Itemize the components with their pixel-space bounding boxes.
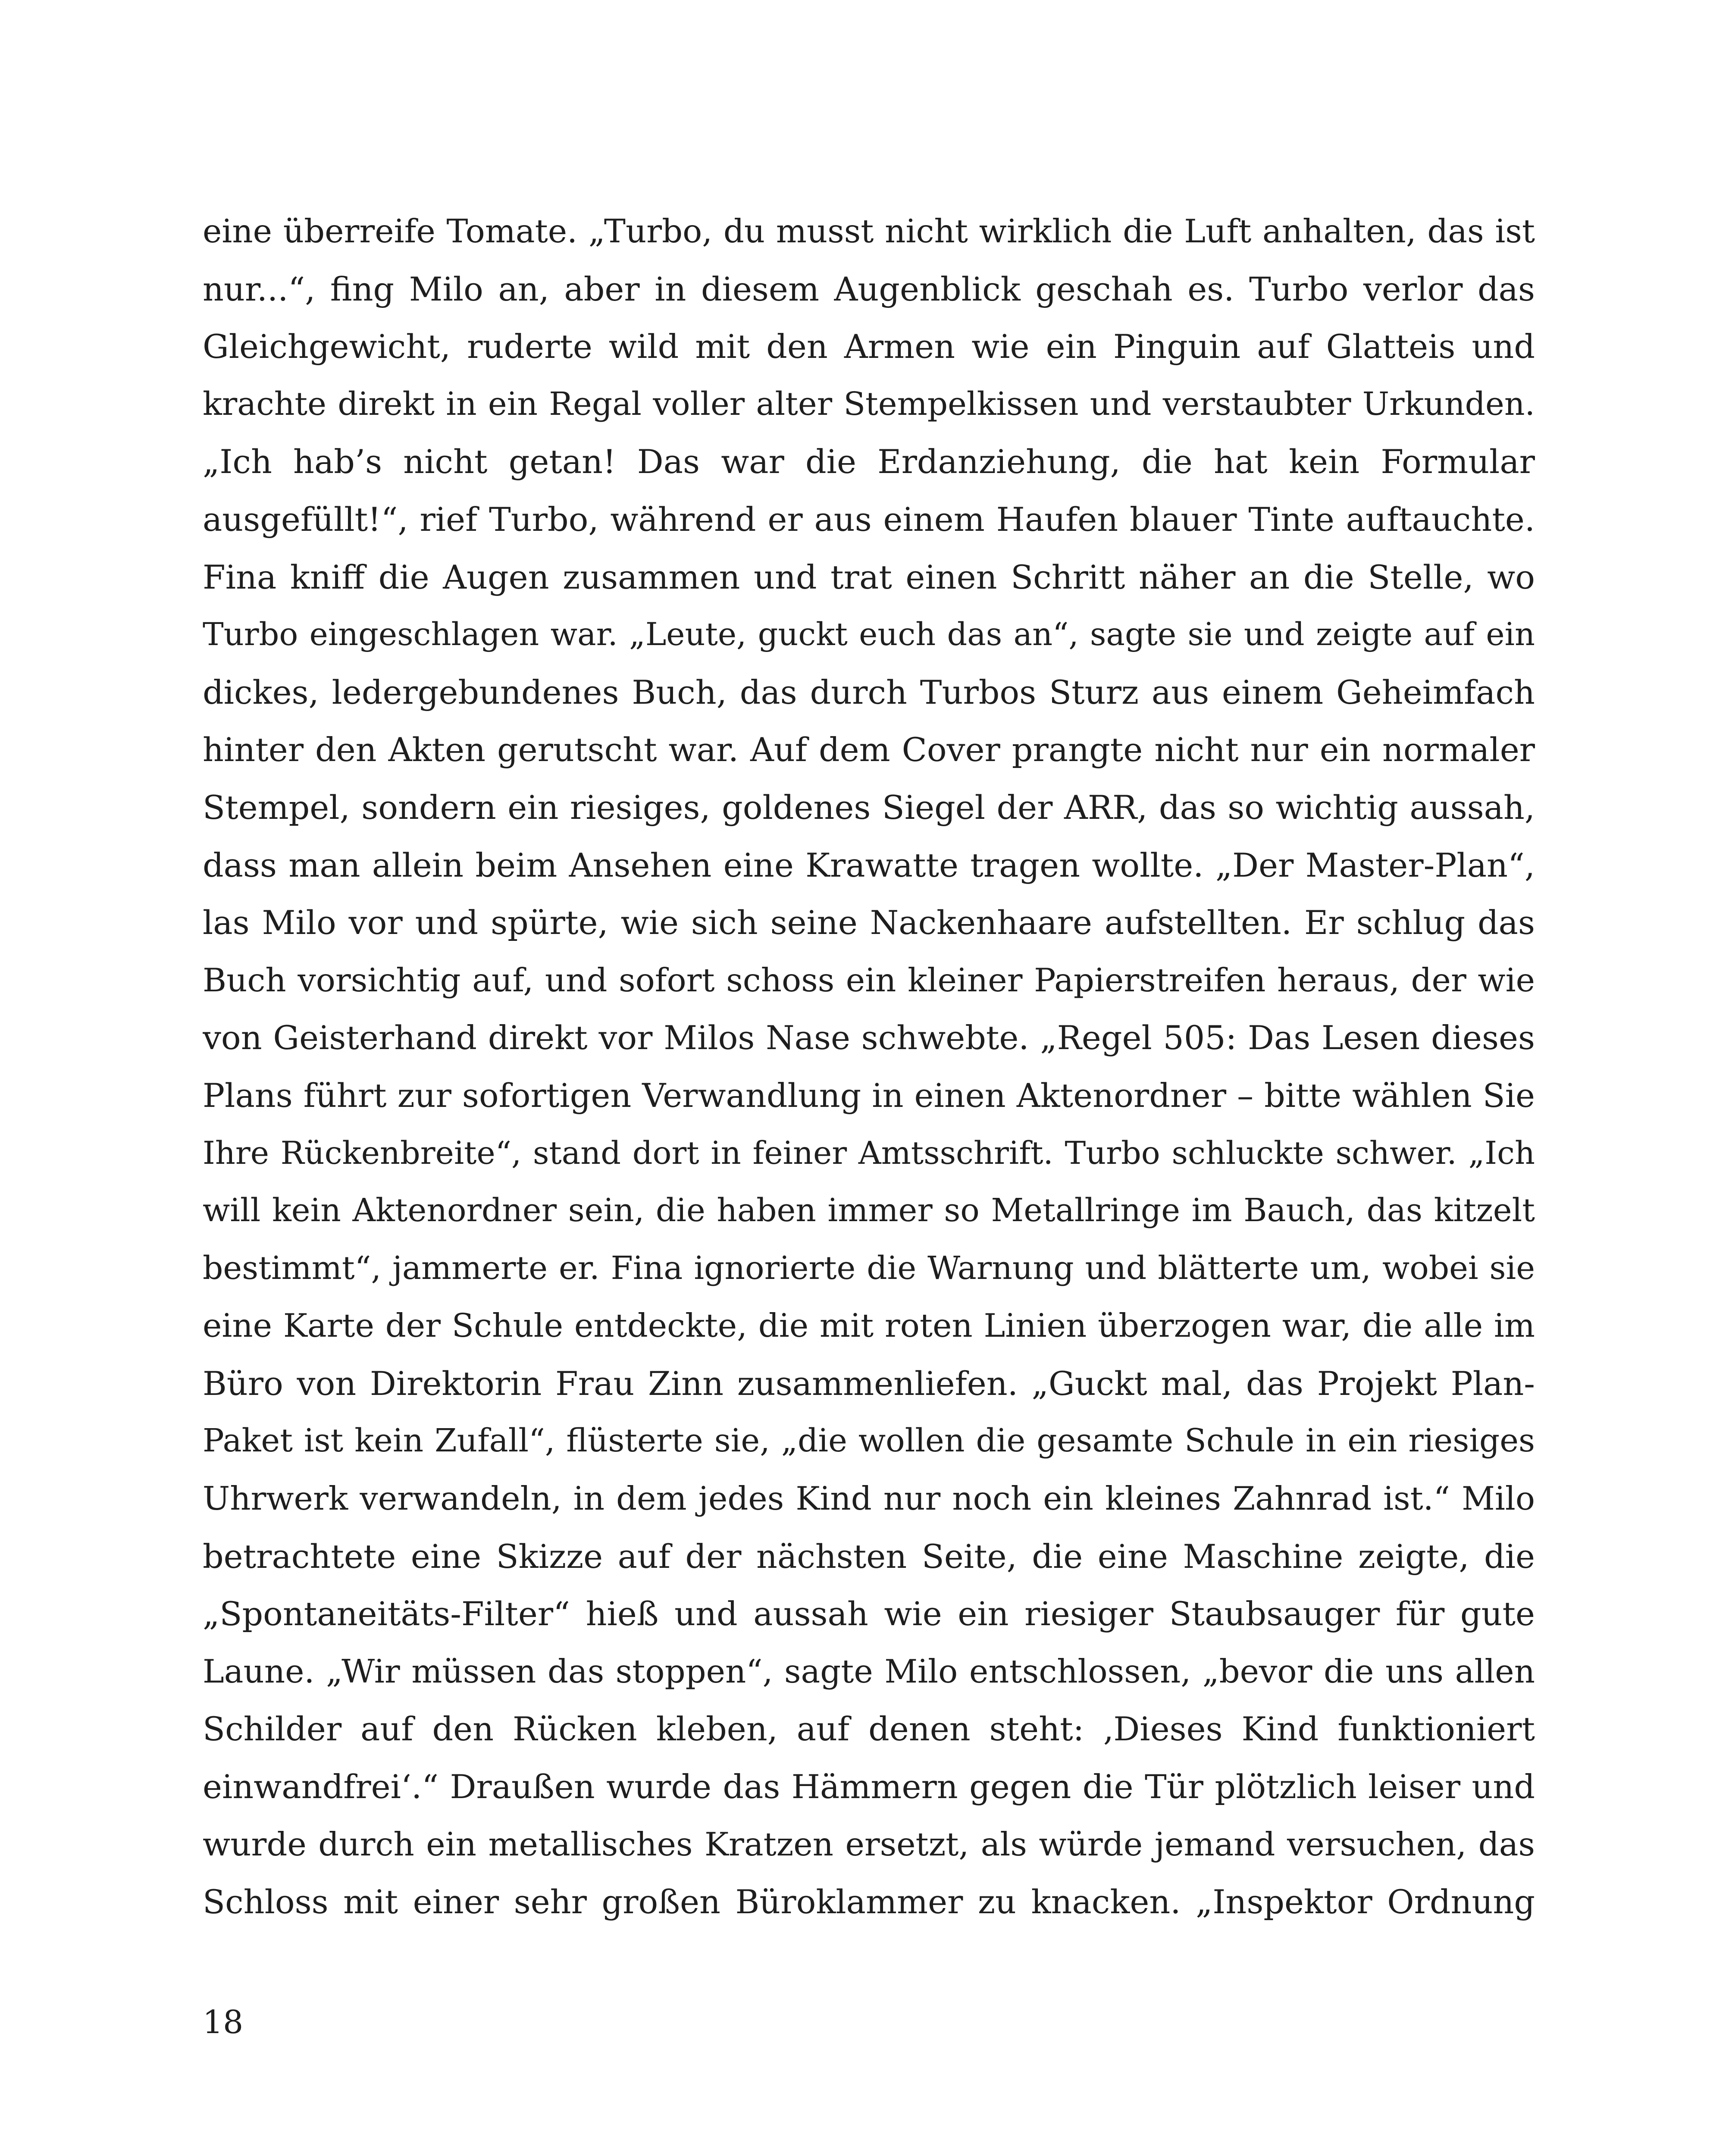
text-line: las Milo vor und spürte, wie sich seine Nackenhaare aufstellten. Er schlug das <box>203 903 1535 942</box>
text-line: Paket ist kein Zufall“, flüsterte sie, „die wollen die gesamte Schule in ein riesiges <box>203 1422 1535 1460</box>
text-line: Schloss mit einer sehr großen Büroklammer zu knacken. „Inspektor Ordnung <box>203 1883 1535 1921</box>
text-line: dickes, ledergebundenes Buch, das durch Turbos Sturz aus einem Geheimfach <box>203 673 1535 711</box>
text-line: dass man allein beim Ansehen eine Krawatte tragen wollte. „Der Master-Plan“, <box>203 846 1535 884</box>
text-line: Plans führt zur sofortigen Verwandlung in einen Aktenordner – bitte wählen Sie <box>203 1076 1535 1115</box>
text-line: wurde durch ein metallisches Kratzen ersetzt, als würde jemand versuchen, das <box>203 1825 1535 1863</box>
text-line: ausgefüllt!“, rief Turbo, während er aus einem Haufen blauer Tinte auftauchte. <box>203 500 1535 539</box>
text-line: Ihre Rückenbreite“, stand dort in feiner Amtsschrift. Turbo schluckte schwer. „Ich <box>203 1134 1535 1172</box>
text-line: Uhrwerk verwandeln, in dem jedes Kind nur noch ein kleines Zahnrad ist.“ Milo <box>203 1479 1535 1518</box>
text-line: einwandfrei‘.“ Draußen wurde das Hämmern gegen die Tür plötzlich leiser und <box>203 1767 1535 1806</box>
text-line: nur...“, fing Milo an, aber in diesem Augenblick geschah es. Turbo verlor das <box>203 270 1535 308</box>
text-line: Büro von Direktorin Frau Zinn zusammenliefen. „Guckt mal, das Projekt Plan- <box>203 1364 1535 1403</box>
text-line: Stempel, sondern ein riesiges, goldenes Siegel der ARR, das so wichtig aussah, <box>203 788 1535 827</box>
text-line: Buch vorsichtig auf, und sofort schoss ein kleiner Papierstreifen heraus, der wie <box>203 961 1535 999</box>
text-line: „Spontaneitäts-Filter“ hieß und aussah wie ein riesiger Staubsauger für gute <box>203 1595 1535 1633</box>
text-line: will kein Aktenordner sein, die haben immer so Metallringe im Bauch, das kitzelt <box>203 1192 1535 1229</box>
text-line: Laune. „Wir müssen das stoppen“, sagte Milo entschlossen, „bevor die uns allen <box>203 1652 1535 1690</box>
page-number: 18 <box>203 2004 244 2041</box>
text-line: Gleichgewicht, ruderte wild mit den Armen wie ein Pinguin auf Glatteis und <box>203 327 1535 366</box>
text-line: eine überreife Tomate. „Turbo, du musst nicht wirklich die Luft anhalten, das ist <box>203 212 1535 250</box>
text-line: Fina kniff die Augen zusammen und trat einen Schritt näher an die Stelle, wo <box>203 558 1535 596</box>
text-line: hinter den Akten gerutscht war. Auf dem Cover prangte nicht nur ein normaler <box>203 730 1535 769</box>
text-line: Schilder auf den Rücken kleben, auf denen steht: ‚Dieses Kind funktioniert <box>203 1710 1535 1749</box>
text-line: betrachtete eine Skizze auf der nächsten Seite, die eine Maschine zeigte, die <box>203 1537 1535 1576</box>
text-line: von Geisterhand direkt vor Milos Nase schwebte. „Regel 505: Das Lesen dieses <box>203 1018 1535 1057</box>
body-text <box>203 203 1535 1931</box>
text-line: Turbo eingeschlagen war. „Leute, guckt euch das an“, sagte sie und zeigte auf ein <box>203 616 1535 653</box>
text-line: „Ich hab’s nicht getan! Das war die Erdanziehung, die hat kein Formular <box>203 442 1535 481</box>
text-line: eine Karte der Schule entdeckte, die mit roten Linien überzogen war, die alle im <box>203 1307 1535 1345</box>
text-line: krachte direkt in ein Regal voller alter Stempelkissen und verstaubter Urkunden. <box>203 385 1535 423</box>
text-line: bestimmt“, jammerte er. Fina ignorierte die Warnung und blätterte um, wobei sie <box>203 1249 1535 1287</box>
